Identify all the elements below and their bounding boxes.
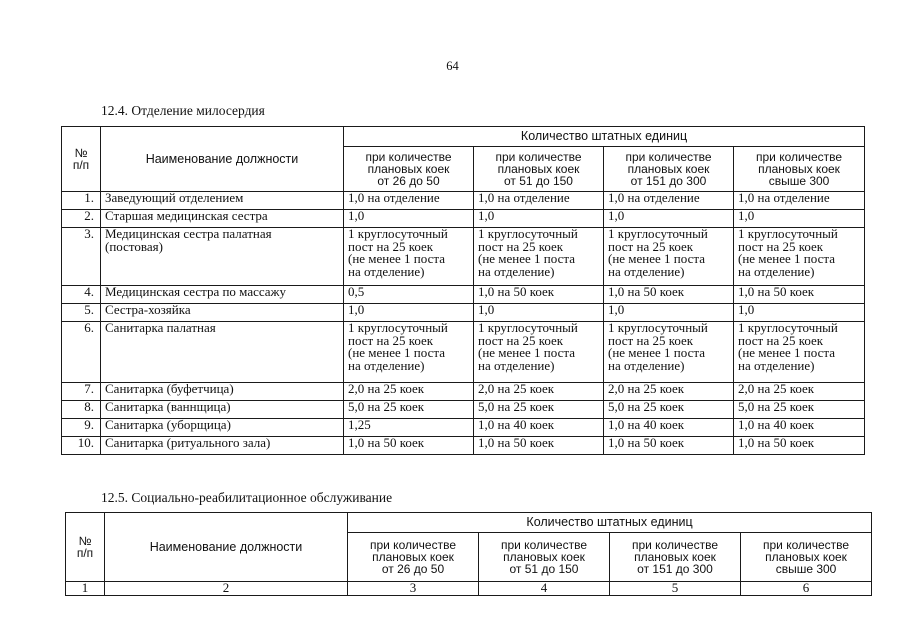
row-number: 10.: [62, 437, 101, 455]
staff-units-value: 2,0 на 25 коек: [344, 383, 474, 401]
header-beds-51-150: при количестве плановых коек от 51 до 150: [474, 147, 604, 192]
staffing-table-rehab-service: [65, 512, 872, 596]
staffing-table-mercy-department: [61, 126, 865, 455]
staff-units-value: 2,0 на 25 коек: [734, 383, 865, 401]
row-number: 4.: [62, 286, 101, 304]
staff-units-value: 1 круглосуточный пост на 25 коек (не менее 1 поста на отделение): [734, 322, 865, 383]
column-number: 1: [66, 582, 105, 596]
header-position-name: Наименование должности: [101, 127, 344, 192]
row-number: 3.: [62, 228, 101, 286]
staff-units-value: 1,0 на отделение: [734, 192, 865, 210]
staff-units-value: 1 круглосуточный пост на 25 коек (не менее 1 поста на отделение): [474, 228, 604, 286]
row-number: 2.: [62, 210, 101, 228]
staff-units-value: 1 круглосуточный пост на 25 коек (не менее 1 поста на отделение): [344, 228, 474, 286]
position-name: Санитарка палатная: [101, 322, 344, 383]
column-number: 4: [479, 582, 610, 596]
section-title-12-4: 12.4. Отделение милосердия: [101, 103, 265, 118]
staff-units-value: 2,0 на 25 коек: [604, 383, 734, 401]
staff-units-value: 1,0: [734, 210, 865, 228]
table-row: [62, 192, 865, 210]
row-number: 5.: [62, 304, 101, 322]
position-name: Санитарка (ваннщица): [101, 401, 344, 419]
staff-units-value: 1,0 на отделение: [344, 192, 474, 210]
header-position-name: Наименование должности: [105, 513, 348, 582]
staff-units-value: 1,0 на 40 коек: [734, 419, 865, 437]
staff-units-value: 1,0 на 40 коек: [474, 419, 604, 437]
header-beds-26-50: при количестве плановых коек от 26 до 50: [344, 147, 474, 192]
header-staff-units: Количество штатных единиц: [348, 513, 872, 533]
column-number-row: [66, 582, 872, 596]
staff-units-value: 5,0 на 25 коек: [344, 401, 474, 419]
header-beds-151-300: при количестве плановых коек от 151 до 300: [610, 533, 741, 582]
table-row: [62, 322, 865, 383]
staff-units-value: 1,0 на 40 коек: [604, 419, 734, 437]
table-row: [62, 383, 865, 401]
row-number: 9.: [62, 419, 101, 437]
column-number: 2: [105, 582, 348, 596]
staff-units-value: 1,0: [344, 304, 474, 322]
staff-units-value: 1 круглосуточный пост на 25 коек (не менее 1 поста на отделение): [604, 228, 734, 286]
staff-units-value: 1,0 на отделение: [604, 192, 734, 210]
column-number: 6: [741, 582, 872, 596]
column-number: 5: [610, 582, 741, 596]
header-beds-51-150: при количестве плановых коек от 51 до 150: [479, 533, 610, 582]
staff-units-value: 1,0: [474, 210, 604, 228]
staff-units-value: 1 круглосуточный пост на 25 коек (не менее 1 поста на отделение): [734, 228, 865, 286]
header-beds-26-50: при количестве плановых коек от 26 до 50: [348, 533, 479, 582]
header-beds-over-300: при количестве плановых коек свыше 300: [734, 147, 865, 192]
position-name: Санитарка (буфетчица): [101, 383, 344, 401]
staff-units-value: 1,0: [474, 304, 604, 322]
staff-units-value: 5,0 на 25 коек: [734, 401, 865, 419]
staff-units-value: 5,0 на 25 коек: [604, 401, 734, 419]
staff-units-value: 5,0 на 25 коек: [474, 401, 604, 419]
staff-units-value: 1,0 на 50 коек: [604, 437, 734, 455]
staff-units-value: 1,0: [344, 210, 474, 228]
staff-units-value: 1 круглосуточный пост на 25 коек (не менее 1 поста на отделение): [474, 322, 604, 383]
staff-units-value: 1,0 на 50 коек: [344, 437, 474, 455]
staff-units-value: 1 круглосуточный пост на 25 коек (не менее 1 поста на отделение): [604, 322, 734, 383]
row-number: 7.: [62, 383, 101, 401]
staff-units-value: 2,0 на 25 коек: [474, 383, 604, 401]
header-staff-units: Количество штатных единиц: [344, 127, 865, 147]
staff-units-value: 1,0 на отделение: [474, 192, 604, 210]
staff-units-value: 1 круглосуточный пост на 25 коек (не менее 1 поста на отделение): [344, 322, 474, 383]
row-number: 8.: [62, 401, 101, 419]
staff-units-value: 1,0: [604, 210, 734, 228]
section-title-12-5: 12.5. Социально-реабилитационное обслуживание: [101, 490, 393, 505]
staff-units-value: 1,0 на 50 коек: [604, 286, 734, 304]
position-name: Санитарка (ритуального зала): [101, 437, 344, 455]
row-number: 6.: [62, 322, 101, 383]
header-beds-151-300: при количестве плановых коек от 151 до 300: [604, 147, 734, 192]
staff-units-value: 1,0: [734, 304, 865, 322]
position-name: Медицинская сестра по массажу: [101, 286, 344, 304]
position-name: Старшая медицинская сестра: [101, 210, 344, 228]
staff-units-value: 1,0: [604, 304, 734, 322]
staff-units-value: 1,0 на 50 коек: [734, 286, 865, 304]
column-number: 3: [348, 582, 479, 596]
table-row: [62, 286, 865, 304]
table-row: [62, 437, 865, 455]
table-row: [62, 210, 865, 228]
staff-units-value: 1,0 на 50 коек: [474, 437, 604, 455]
position-name: Заведующий отделением: [101, 192, 344, 210]
row-number: 1.: [62, 192, 101, 210]
staff-units-value: 0,5: [344, 286, 474, 304]
page-number: 64: [446, 59, 459, 73]
header-beds-over-300: при количестве плановых коек свыше 300: [741, 533, 872, 582]
staff-units-value: 1,0 на 50 коек: [474, 286, 604, 304]
staff-units-value: 1,0 на 50 коек: [734, 437, 865, 455]
header-number: № п/п: [62, 127, 101, 192]
header-number: № п/п: [66, 513, 105, 582]
table-row: [62, 419, 865, 437]
position-name: Медицинская сестра палатная (постовая): [101, 228, 344, 286]
table-row: [62, 228, 865, 286]
position-name: Санитарка (уборщица): [101, 419, 344, 437]
position-name: Сестра-хозяйка: [101, 304, 344, 322]
staff-units-value: 1,25: [344, 419, 474, 437]
table-row: [62, 304, 865, 322]
table-row: [62, 401, 865, 419]
